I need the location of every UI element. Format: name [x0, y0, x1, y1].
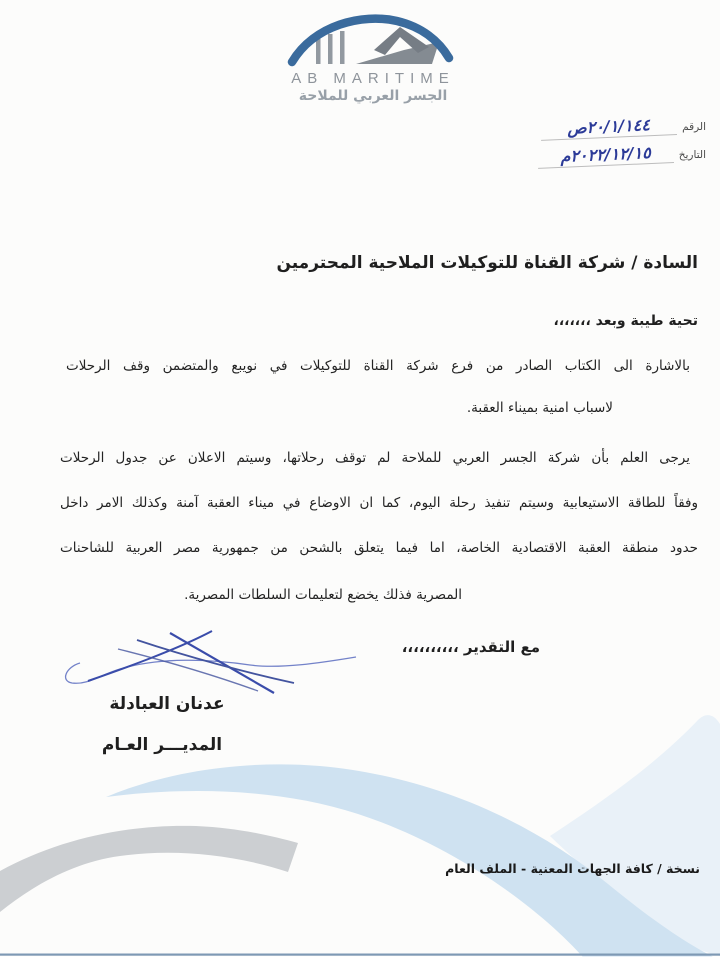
closing-line: مع التقدير ،،،،،،،،،،	[401, 638, 540, 656]
recipient-line: السادة / شركة القناة للتوكيلات الملاحية المحترمين	[276, 253, 698, 273]
paragraph1-line2: لاسباب امنية بميناء العقبة.	[466, 400, 613, 416]
company-latin-name: AB MARITIME	[291, 70, 455, 87]
signatory-name: عدنان العبادلة	[109, 694, 225, 714]
date-handwritten-value: ٢٠٢٢/١٢/١٥م	[537, 142, 674, 169]
date-row	[538, 142, 706, 166]
paragraph1-line1: بالاشارة الى الكتاب الصادر من فرع شركة القناة للتوكيلات في نويبع والمتضمن وقف الرحلات	[66, 358, 690, 374]
paragraph2-line4: المصرية فذلك يخضع لتعليمات السلطات المصرية.	[184, 587, 462, 603]
reference-row	[538, 114, 706, 138]
paragraph2-line3: حدود منطقة العقبة الاقتصادية الخاصة، اما فيما يتعلق بالشحن من جمهورية مصر العربية للشاحنات	[60, 540, 698, 556]
paragraph2-line1: يرجى العلم بأن شركة الجسر العربي للملاحة لم توقف رحلاتها، وسيتم الاعلان عن جدول الرحلات	[60, 450, 690, 466]
paragraph2-line2: وفقاً للطاقة الاستيعابية وسيتم تنفيذ رحلة اليوم، كما ان الاوضاع في ميناء العقبة آمنة وكذلك الامر داخل	[60, 495, 698, 511]
reference-handwritten-value: ٢٠/١/١٤٤ص	[540, 114, 677, 141]
company-arabic-name: الجسر العربي للملاحة	[298, 88, 448, 104]
letterhead	[283, 12, 463, 104]
reference-date-block	[538, 114, 706, 170]
bridge-and-ship-logo-icon	[286, 12, 461, 68]
date-label: التاريخ	[678, 149, 706, 161]
reference-label: الرقم	[682, 121, 706, 133]
gray-ring-arc	[0, 826, 298, 912]
greeting-line: تحية طيبة وبعد ،،،،،،،	[553, 313, 698, 329]
bottom-baseline	[0, 954, 720, 956]
signatory-title: المديـــر العـام	[101, 735, 223, 755]
copy-distribution-note: نسخة / كافة الجهات المعنية - الملف العام	[445, 861, 700, 876]
bottom-wave-decoration	[0, 690, 720, 965]
